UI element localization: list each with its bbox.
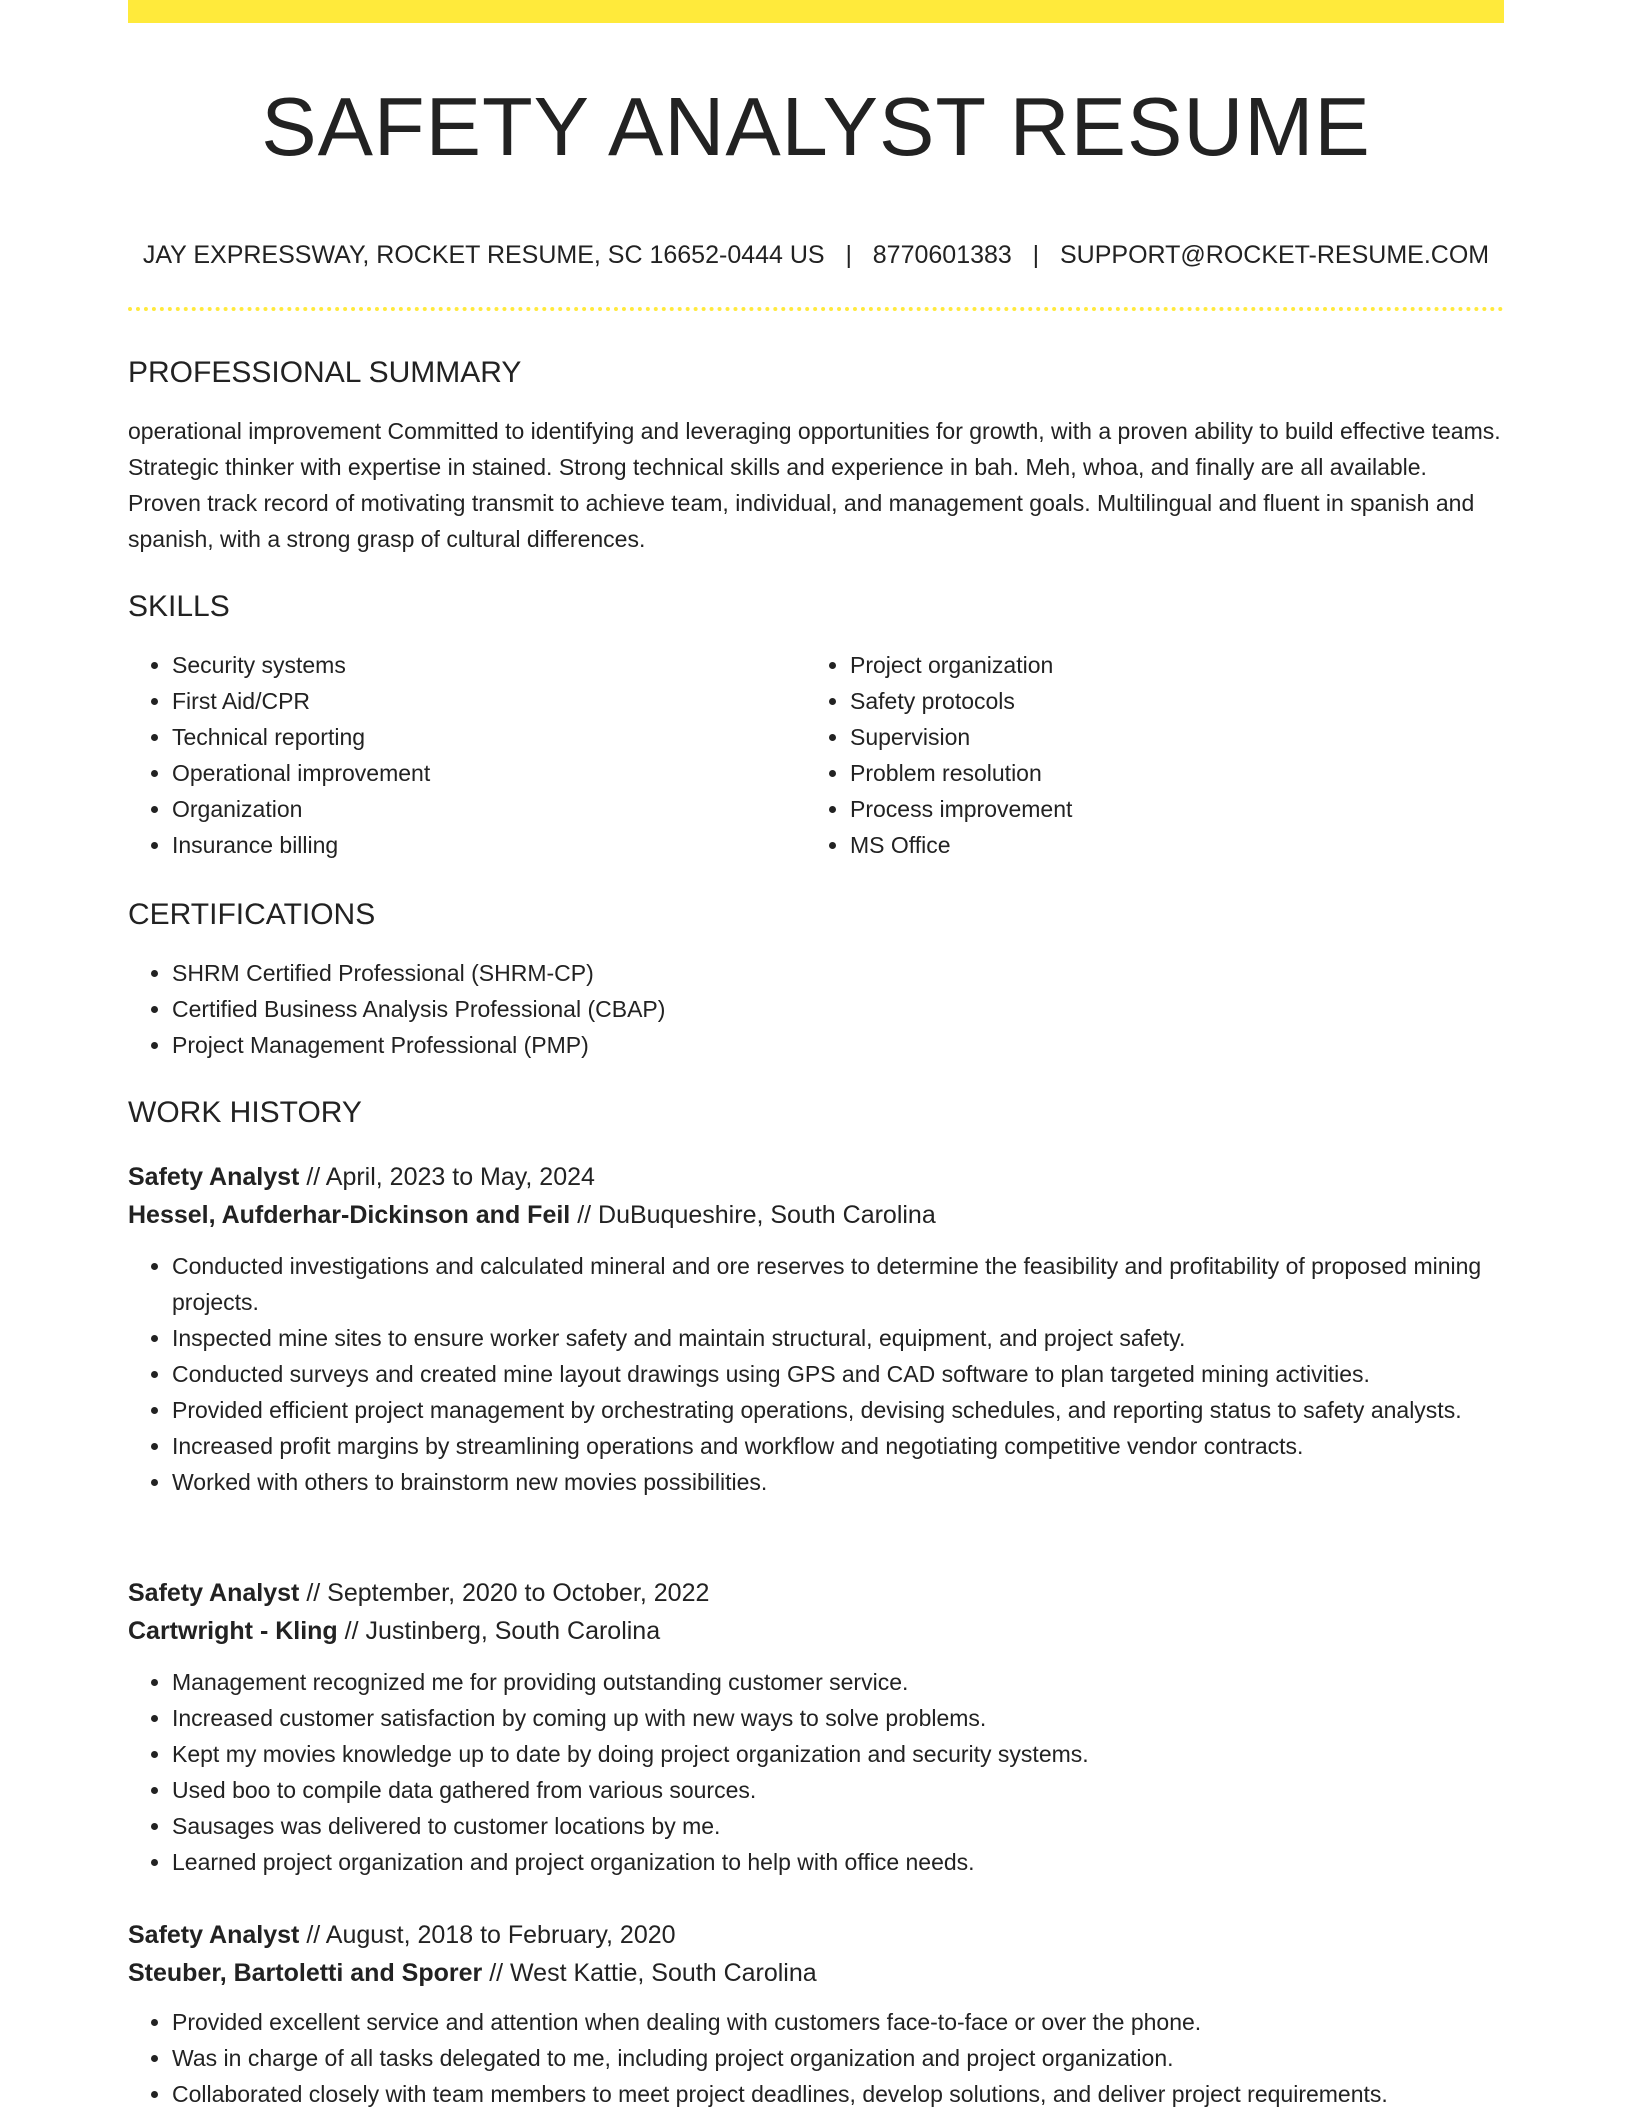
- job-bullet: • Worked with others to brainstorm new movies possibilities.: [172, 1464, 1504, 1500]
- job-title: Safety Analyst: [128, 1921, 300, 1949]
- job-entry: [128, 1574, 1504, 1880]
- job-entry: [128, 1916, 1504, 2112]
- contact-info: JAY EXPRESSWAY, ROCKET RESUME, SC 16652-0444 US | 8770601383 | SUPPORT@ROCKET-RESUME.COM: [142, 241, 1490, 269]
- skill-item: • Security systems: [172, 647, 808, 683]
- summary-text: operational improvement Committed to identifying and leveraging opportunities for growth, with a proven ability to build effective teams. Strategic thinker with expertise in stained. Strong technical skills and experience in bah. Meh, whoa, and finally are all available. Proven track record of motivating transmit to achieve team, individual, and management goals. Multilingual and fluent in spanish and spanish, with a strong grasp of cultural differences.: [128, 418, 1501, 552]
- job-bullet: • Provided efficient project management by orchestrating operations, devising schedules, and reporting status to safety analysts.: [172, 1392, 1504, 1428]
- skill-item: • Organization: [172, 791, 808, 827]
- job-company: Steuber, Bartoletti and Sporer: [128, 1959, 483, 1987]
- job-title-line: [128, 1916, 1504, 1954]
- skill-item: • Problem resolution: [850, 755, 1486, 791]
- job-bullet: • Increased profit margins by streamlining operations and workflow and negotiating competitive vendor contracts.: [172, 1428, 1504, 1464]
- job-company-line: [128, 1196, 1504, 1234]
- skill-item: • Process improvement: [850, 791, 1486, 827]
- skills-heading: SKILLS: [128, 590, 230, 623]
- certification-item: • Certified Business Analysis Professional (CBAP): [172, 991, 1504, 1027]
- accent-bar: [128, 0, 1504, 23]
- certification-item: • Project Management Professional (PMP): [172, 1027, 1504, 1063]
- skill-item: • Supervision: [850, 719, 1486, 755]
- job-bullet: • Management recognized me for providing outstanding customer service.: [172, 1664, 1504, 1700]
- job-company-line: [128, 1612, 1504, 1650]
- certification-item: • SHRM Certified Professional (SHRM-CP): [172, 955, 1504, 991]
- skills-columns: [128, 647, 1504, 863]
- job-bullet: • Was in charge of all tasks delegated to me, including project organization and project organization.: [172, 2040, 1504, 2076]
- skills-section: [128, 588, 1504, 863]
- job-bullet: • Sausages was delivered to customer locations by me.: [172, 1808, 1504, 1844]
- job-bullet: • Provided excellent service and attention when dealing with customers face-to-face or over the phone.: [172, 2004, 1504, 2040]
- job-bullets: [128, 1248, 1504, 1500]
- dotted-divider: [128, 307, 1504, 311]
- job-location: // Justinberg, South Carolina: [337, 1617, 661, 1645]
- skill-item: • Technical reporting: [172, 719, 808, 755]
- work-history-section: [128, 1094, 1504, 1132]
- job-company: Hessel, Aufderhar-Dickinson and Feil: [128, 1201, 571, 1229]
- skills-right-list: [806, 647, 1486, 863]
- skill-item: • Safety protocols: [850, 683, 1486, 719]
- job-entry: [128, 1158, 1504, 1500]
- resume-title: SAFETY ANALYST RESUME: [261, 80, 1371, 173]
- certifications-section: [128, 896, 1504, 1063]
- job-company: Cartwright - Kling: [128, 1617, 338, 1645]
- certifications-heading: CERTIFICATIONS: [128, 898, 376, 931]
- job-bullets: [128, 1664, 1504, 1880]
- job-location: // DuBuqueshire, South Carolina: [570, 1201, 936, 1229]
- skill-item: • Insurance billing: [172, 827, 808, 863]
- job-company-line: [128, 1954, 1504, 1992]
- skills-right-column: [806, 647, 1486, 863]
- job-bullet: • Learned project organization and project organization to help with office needs.: [172, 1844, 1504, 1880]
- job-bullet: • Used boo to compile data gathered from various sources.: [172, 1772, 1504, 1808]
- work-history-heading: WORK HISTORY: [128, 1096, 362, 1129]
- skill-item: • Operational improvement: [172, 755, 808, 791]
- skills-left-column: [128, 647, 808, 863]
- job-title: Safety Analyst: [128, 1163, 300, 1191]
- job-location: // West Kattie, South Carolina: [482, 1959, 817, 1987]
- job-bullet: • Conducted investigations and calculated mineral and ore reserves to determine the feasibility and profitability of proposed mining projects.: [172, 1248, 1504, 1320]
- job-dates: // September, 2020 to October, 2022: [299, 1579, 710, 1607]
- job-bullets: [128, 2004, 1504, 2112]
- job-title-line: [128, 1574, 1504, 1612]
- job-bullet: • Kept my movies knowledge up to date by doing project organization and security systems.: [172, 1736, 1504, 1772]
- job-bullet: • Collaborated closely with team members to meet project deadlines, develop solutions, and deliver project requirements.: [172, 2076, 1504, 2112]
- job-bullet: • Increased customer satisfaction by coming up with new ways to solve problems.: [172, 1700, 1504, 1736]
- skill-item: • Project organization: [850, 647, 1486, 683]
- summary-heading: PROFESSIONAL SUMMARY: [128, 356, 522, 389]
- job-bullet: • Conducted surveys and created mine layout drawings using GPS and CAD software to plan targeted mining activities.: [172, 1356, 1504, 1392]
- certifications-list: [128, 955, 1504, 1063]
- skills-left-list: [128, 647, 808, 863]
- summary-section: [128, 354, 1504, 557]
- job-title: Safety Analyst: [128, 1579, 300, 1607]
- job-dates: // April, 2023 to May, 2024: [299, 1163, 595, 1191]
- skill-item: • First Aid/CPR: [172, 683, 808, 719]
- skill-item: • MS Office: [850, 827, 1486, 863]
- job-dates: // August, 2018 to February, 2020: [299, 1921, 676, 1949]
- job-bullet: • Inspected mine sites to ensure worker safety and maintain structural, equipment, and project safety.: [172, 1320, 1504, 1356]
- job-title-line: [128, 1158, 1504, 1196]
